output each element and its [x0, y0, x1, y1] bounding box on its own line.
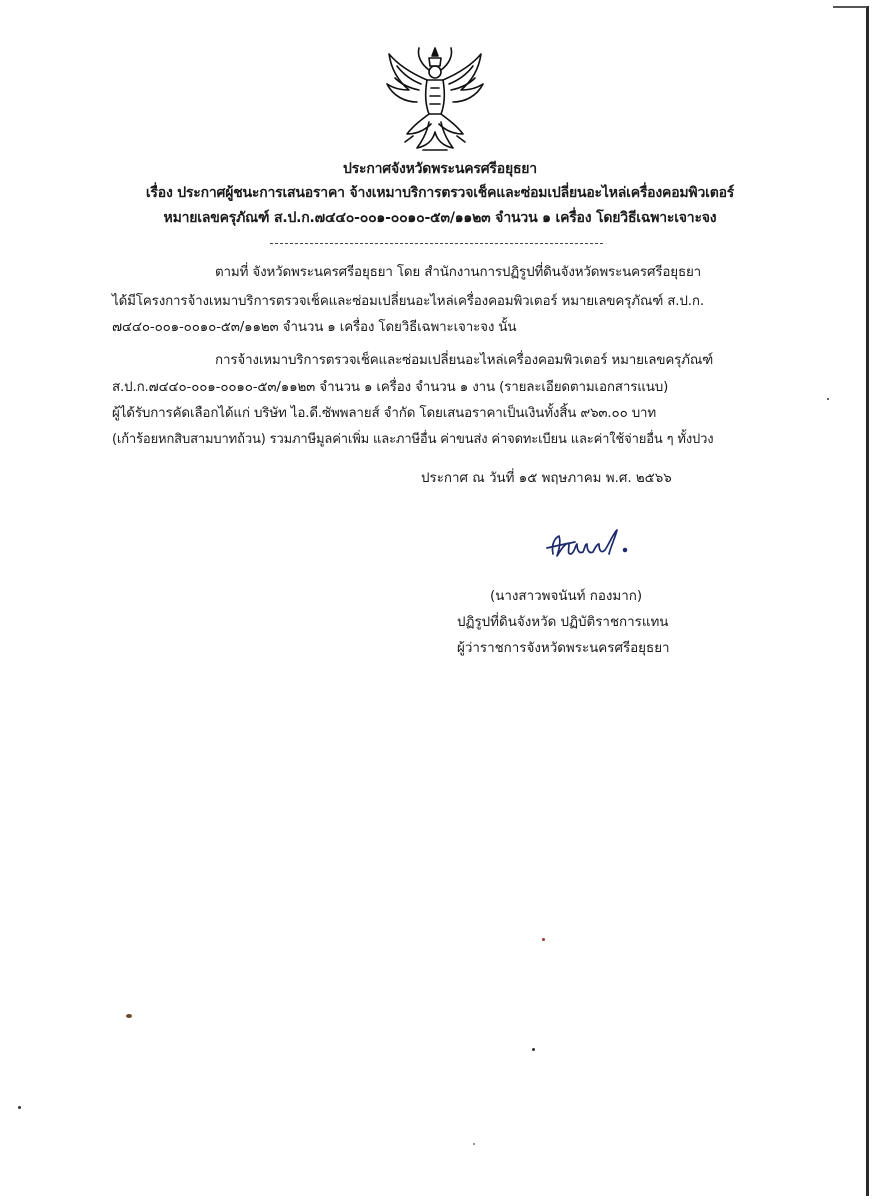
- signatory-position: ปฏิรูปที่ดินจังหวัด ปฏิบัติราชการแทน: [457, 615, 669, 630]
- paragraph1-line2: ได้มีโครงการจ้างเหมาบริการตรวจเช็คและซ่อมเปลี่ยนอะไหล่เครื่องคอมพิวเตอร์ หมายเลขครุภัณฑ์ ส.ป.ก.: [112, 294, 704, 309]
- scan-speck: [473, 1143, 475, 1145]
- paragraph2-line4: (เก้าร้อยหกสิบสามบาทถ้วน) รวมภาษีมูลค่าเพิ่ม และภาษีอื่น ค่าขนส่ง ค่าจดทะเบียน และค่าใช้จ่ายอื่น ๆ ทั้งปวง: [112, 432, 714, 447]
- paragraph2-line2: ส.ป.ก.๗๔๔๐-๐๐๑-๐๐๑๐-๕๓/๑๑๒๓ จำนวน ๑ เครื่อง จำนวน ๑ งาน (รายละเอียดตามเอกสารแนบ): [112, 380, 669, 395]
- paragraph1-line1: ตามที่ จังหวัดพระนครศรีอยุธยา โดย สำนักงานการปฏิรูปที่ดินจังหวัดพระนครศรีอยุธยา: [215, 265, 702, 280]
- announcement-subject-line2: หมายเลขครุภัณฑ์ ส.ป.ก.๗๔๔๐-๐๐๑-๐๐๑๐-๕๓/๑๑๒๓ จำนวน ๑ เครื่อง โดยวิธีเฉพาะเจาะจง: [163, 210, 717, 226]
- paragraph1-line3: ๗๔๔๐-๐๐๑-๐๐๑๐-๕๓/๑๑๒๓ จำนวน ๑ เครื่อง โดยวิธีเฉพาะเจาะจง นั้น: [112, 320, 517, 335]
- signatory-name: (นางสาวพจนันท์ กองมาก): [490, 589, 643, 604]
- paragraph2-line1: การจ้างเหมาบริการตรวจเช็คและซ่อมเปลี่ยนอะไหล่เครื่องคอมพิวเตอร์ หมายเลขครุภัณฑ์: [215, 353, 714, 368]
- heading-divider: [270, 243, 603, 244]
- scan-speck: [542, 938, 545, 941]
- scan-edge: [866, 6, 869, 1196]
- announcement-date: ประกาศ ณ วันที่ ๑๕ พฤษภาคม พ.ศ. ๒๕๖๖: [421, 471, 672, 486]
- announcement-subject: เรื่อง ประกาศผู้ชนะการเสนอราคา จ้างเหมาบริการตรวจเช็คและซ่อมเปลี่ยนอะไหล่เครื่องคอมพิวเตอร์: [145, 185, 735, 201]
- scan-speck: [827, 398, 829, 400]
- scan-speck: [18, 1106, 21, 1109]
- announcement-title: ประกาศจังหวัดพระนครศรีอยุธยา: [343, 161, 537, 177]
- scan-speck: [126, 1014, 132, 1018]
- garuda-emblem-icon: [383, 44, 487, 156]
- signatory-on-behalf: ผู้ว่าราชการจังหวัดพระนครศรีอยุธยา: [457, 641, 670, 656]
- scan-edge-mark: [833, 6, 867, 8]
- paragraph2-line3: ผู้ได้รับการคัดเลือกได้แก่ บริษัท ไอ.ดี.ซัพพลายส์ จำกัด โดยเสนอราคาเป็นเงินทั้งสิ้น ๙๖๓.๐๐ บาท: [112, 406, 657, 421]
- signature-image: [545, 524, 635, 564]
- scan-speck: [532, 1048, 535, 1051]
